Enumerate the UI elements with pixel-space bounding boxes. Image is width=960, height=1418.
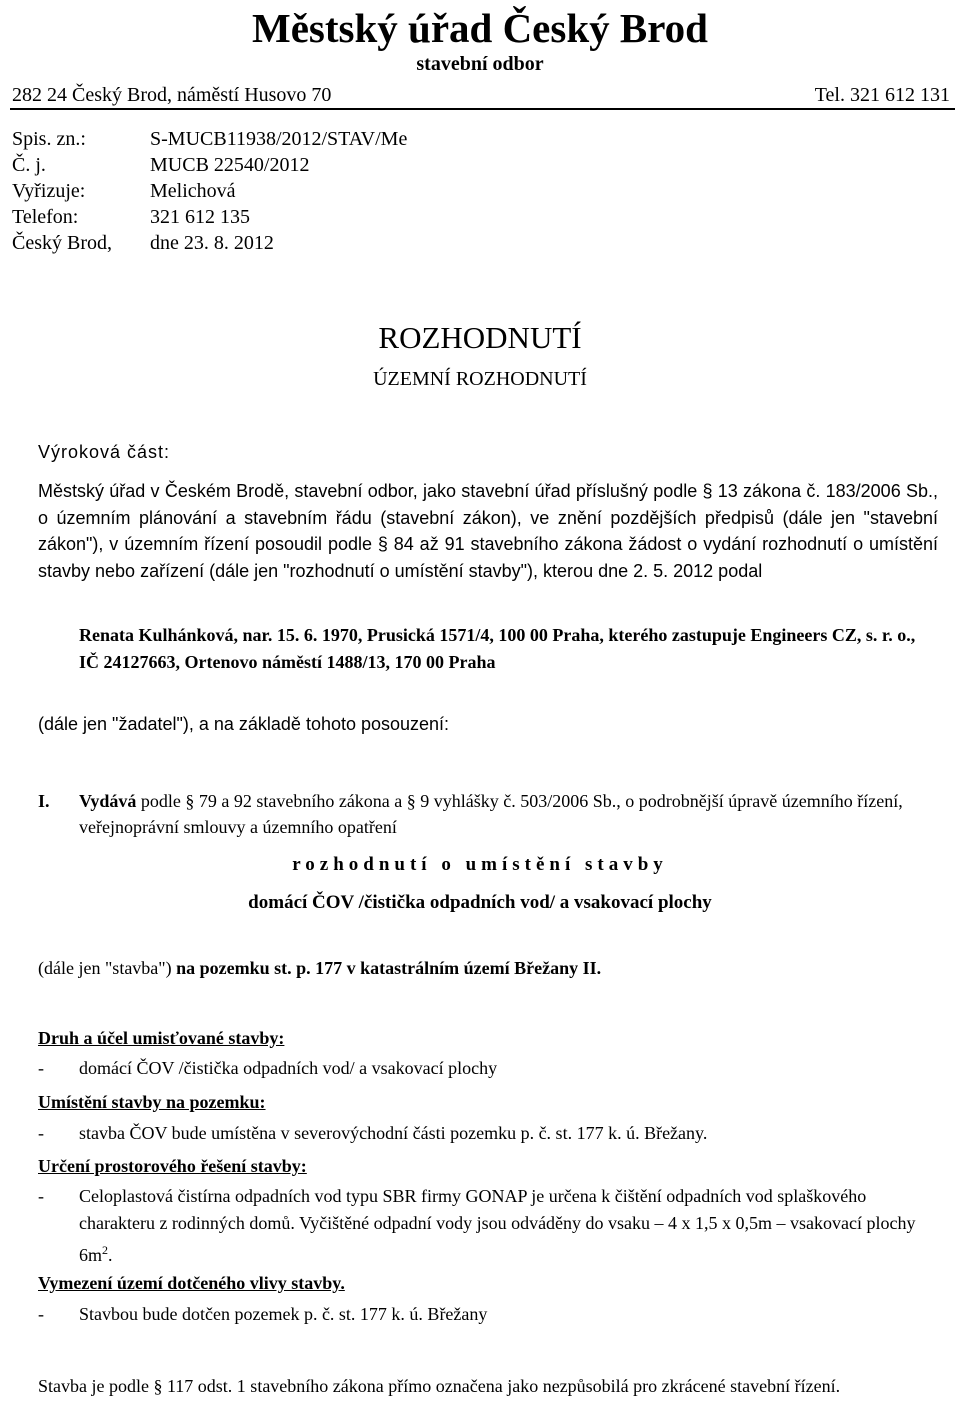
- location: [38, 955, 601, 981]
- dash-urceni: -: [38, 1186, 44, 1206]
- decision-title: ROZHODNUTÍ: [378, 320, 582, 355]
- section-head-druh: Druh a účel umisťované stavby:: [38, 1028, 285, 1048]
- dash-umisteni: -: [38, 1123, 44, 1143]
- meta-label-vyrizuje: Vyřizuje:: [12, 180, 86, 202]
- spaced-title: rozhodnutí o umístění stavby: [292, 854, 668, 875]
- item-number: I.: [38, 791, 50, 811]
- dash-vymezeni: -: [38, 1304, 44, 1324]
- meta-value-date: dne 23. 8. 2012: [150, 232, 274, 254]
- meta-label-spis: Spis. zn.:: [12, 128, 86, 150]
- section-head-urceni: Určení prostorového řešení stavby:: [38, 1156, 307, 1176]
- meta-value-vyrizuje: Melichová: [150, 180, 236, 202]
- urceni-sup: 2: [102, 1243, 109, 1257]
- meta-value-telefon: 321 612 135: [150, 206, 250, 228]
- decision-subtitle: ÚZEMNÍ ROZHODNUTÍ: [373, 368, 587, 390]
- meta-label-place: Český Brod,: [12, 232, 112, 254]
- section-head-vymezeni: Vymezení území dotčeného vlivy stavby.: [38, 1273, 345, 1293]
- meta-label-telefon: Telefon:: [12, 206, 79, 228]
- verdict-label: Výroková část:: [38, 442, 171, 462]
- section-text-umisteni: stavba ČOV bude umístěna v severovýchodní části pozemku p. č. st. 177 k. ú. Břežany.: [79, 1123, 708, 1143]
- address: 282 24 Český Brod, náměstí Husovo 70: [12, 84, 332, 106]
- location-prefix: (dále jen "stavba"): [38, 958, 172, 978]
- stavba-name: domácí ČOV /čistička odpadních vod/ a vsakovací plochy: [248, 892, 712, 913]
- header-rule: [10, 108, 955, 110]
- applicant: Renata Kulhánková, nar. 15. 6. 1970, Prusická 1571/4, 100 00 Praha, kterého zastupuje Engineers CZ, s. r. o., IČ 24127663, Ortenovo náměstí 1488/13, 170 00 Praha: [79, 625, 916, 672]
- after-applicant: (dále jen "žadatel"), a na základě tohoto posouzení:: [38, 714, 450, 734]
- phone: Tel. 321 612 131: [814, 84, 950, 106]
- meta-value-cj: MUCB 22540/2012: [150, 154, 310, 176]
- verdict-intro: Městský úřad v Českém Brodě, stavební odbor, jako stavební úřad příslušný podle § 13 zákona č. 183/2006 Sb., o územním plánování a stavebním řádu (stavební zákon), ve znění pozdějších předpisů (dále jen "stavební zákon"), v územním řízení posoudil podle § 84 až 91 stavebního zákona žádost o vydání rozhodnutí o umístění stavby nebo zařízení (dále jen "rozhodnutí o umístění stavby"), kterou dne 2. 5. 2012 podal: [38, 481, 938, 581]
- section-text-urceni: [79, 1183, 939, 1269]
- urceni-body: Celoplastová čistírna odpadních vod typu SBR firmy GONAP je určena k čištění odpadních vod splaškového charakteru z rodinných domů. Vyčištěné odpadní vody jsou odváděny do vsaku – 4 x 1,5 x 0,5m – vsakovací plochy 6m: [79, 1186, 916, 1265]
- department: stavební odbor: [416, 53, 544, 75]
- section-text-druh: domácí ČOV /čistička odpadních vod/ a vsakovací plochy: [79, 1058, 498, 1078]
- item-text: [79, 788, 939, 840]
- item-body: podle § 79 a 92 stavebního zákona a § 9 vyhlášky č. 503/2006 Sb., o podrobnější úpravě územního řízení, veřejnoprávní smlouvy a územního opatření: [79, 791, 903, 837]
- urceni-end: .: [108, 1245, 113, 1265]
- meta-value-spis: S-MUCB11938/2012/STAV/Me: [150, 128, 408, 150]
- meta-label-cj: Č. j.: [12, 154, 46, 176]
- final-paragraph: Stavba je podle § 117 odst. 1 stavebního zákona přímo označena jako nezpůsobilá pro zkrácené stavební řízení.: [38, 1376, 841, 1396]
- section-head-umisteni: Umístění stavby na pozemku:: [38, 1092, 266, 1112]
- item-verb: Vydává: [79, 791, 137, 811]
- location-bold: na pozemku st. p. 177 v katastrálním území Břežany II.: [176, 958, 602, 978]
- section-text-vymezeni: Stavbou bude dotčen pozemek p. č. st. 177 k. ú. Břežany: [79, 1304, 488, 1324]
- dash-druh: -: [38, 1058, 44, 1078]
- org-title: Městský úřad Český Brod: [252, 5, 708, 51]
